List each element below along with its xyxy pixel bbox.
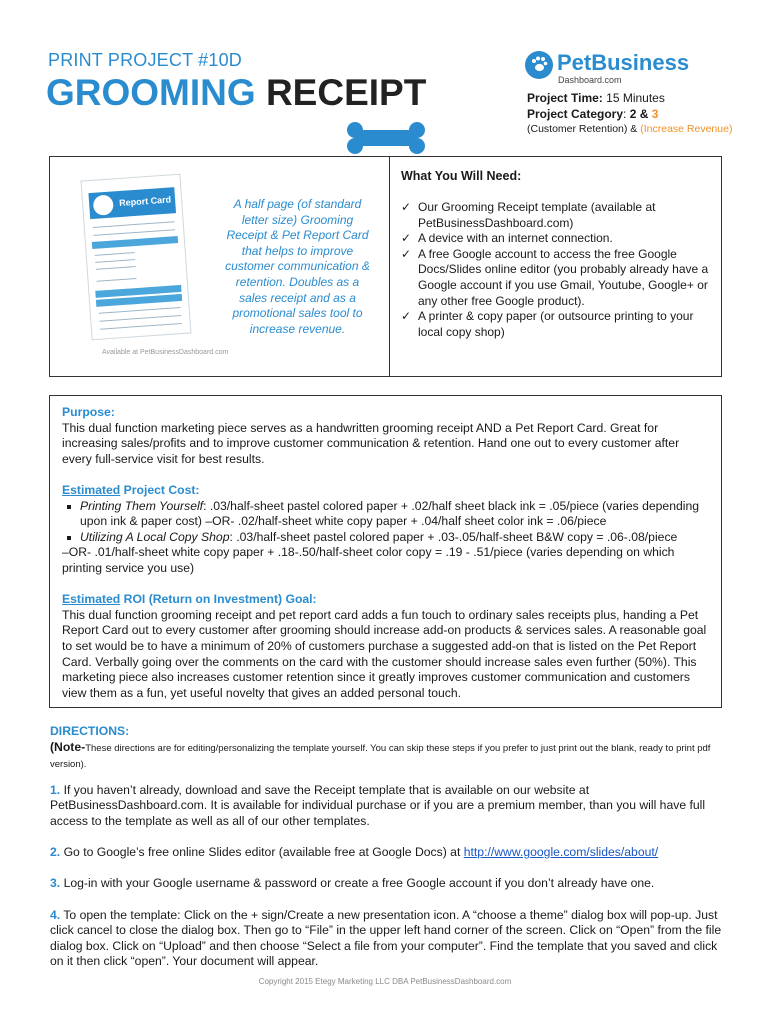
need-list — [399, 200, 717, 340]
thumbnail-caption: Available at PetBusinessDashboard.com — [102, 349, 229, 356]
need-item-text: A device with an internet connection. — [418, 231, 613, 246]
need-item — [399, 231, 717, 247]
logo-subtitle: Dashboard.com — [558, 75, 622, 85]
checkmark-icon: ✓ — [401, 309, 412, 324]
copyright-footer: Copyright 2015 Etegy Marketing LLC DBA PetBusinessDashboard.com — [258, 977, 512, 986]
details-box — [49, 395, 722, 708]
thumbnail-line — [97, 278, 137, 282]
thumbnail-line — [93, 221, 175, 228]
thumbnail-line — [96, 266, 136, 270]
checkmark-icon: ✓ — [401, 231, 412, 246]
cost-heading-estimated: Estimated — [62, 482, 121, 497]
page-title — [46, 74, 426, 111]
need-item — [399, 247, 717, 309]
cost-continuation: –OR- .01/half-sheet white copy paper + .18-.50/half-sheet color copy = .19 - .51/piece (varies depending on which printing service you use) — [62, 545, 675, 575]
paw-icon — [525, 51, 553, 79]
box-divider — [389, 157, 390, 376]
report-card-thumbnail — [81, 174, 192, 341]
category-sep: : — [623, 106, 627, 121]
thumbnail-line — [99, 307, 181, 314]
direction-step — [50, 876, 722, 892]
thumbnail-paw-icon — [93, 194, 114, 215]
thumbnail-title: Report Card — [118, 194, 172, 209]
thumbnail-band — [92, 236, 178, 249]
purpose-heading: Purpose: — [62, 405, 115, 419]
note-label: (Note- — [50, 739, 86, 754]
category-increase: (Increase Revenue) — [640, 123, 733, 135]
directions-note — [50, 740, 722, 773]
thumbnail-header — [88, 187, 176, 219]
bullet-square-icon — [67, 505, 71, 509]
direction-step — [50, 783, 722, 830]
roi-text: This dual function grooming receipt and pet report card adds a fun touch to ordinary sales receipts plus, handing a Pet Report Card out to every customer after grooming should increase add-on products & services sales. A reasonable goal to set would be to have a minimum of 20% of customers purchase a suggested add-on that is listed on the Pet Report Card. Verbally going over the comments on the card with the customer should increase sales even further (50%). This marketing piece also increases customer retention since it greatly improves customer communication and customers view them as a fun, yet useful novelty that gives an added personal touch. — [62, 607, 707, 700]
cost-bullet-text: : .03/half-sheet pastel colored paper + .02/half sheet black ink = .05/piece (varies depending upon ink & paper cost) –OR- .02/half-sheet white copy paper + .04/half sheet color ink = .06/piece — [80, 498, 700, 529]
need-item-text: A printer & copy paper (or outsource printing to your local copy shop) — [418, 309, 694, 339]
thumbnail-line — [93, 229, 175, 236]
category-amp: & — [639, 106, 649, 121]
cost-bullet — [62, 530, 710, 546]
cost-bullet-label: Utilizing A Local Copy Shop — [80, 529, 230, 544]
cost-heading-rest: Project Cost: — [123, 482, 200, 497]
direction-step — [50, 908, 722, 970]
need-item-text: A free Google account to access the free Google Docs/Slides online editor (you probably already have a Google account if you use Gmail, Youtube, Google+ or any other free Google product). — [418, 246, 709, 308]
category-label: Project Category — [527, 106, 624, 121]
petbusiness-logo — [525, 48, 720, 88]
roi-heading-estimated: Estimated — [62, 592, 121, 607]
category-retention: (Customer Retention) — [527, 123, 628, 135]
step-text: Log-in with your Google username & password or create a free Google account if you don’t already have one. — [63, 876, 655, 891]
logo-brand: PetBusiness — [557, 50, 690, 75]
note-text: These directions are for editing/personalizing the template yourself. You can skip these steps if you prefer to just print out the blank, ready to print pdf version). — [50, 742, 711, 771]
project-meta — [527, 91, 732, 138]
category-a: 2 — [629, 106, 637, 121]
step-number: 3. — [50, 876, 61, 891]
step-text: Go to Google’s free online Slides editor (available free at Google Docs) at — [63, 845, 461, 860]
directions-section — [50, 724, 722, 986]
step-text: If you haven’t already, download and save the Receipt template that is available on our website at PetBusinessDashboard.com. It is available for individual purchase or if you are a premium member, than you will have full access to the template as well as all of our other templates. — [50, 782, 706, 828]
checkmark-icon: ✓ — [401, 246, 412, 261]
time-value: 15 Minutes — [606, 91, 665, 105]
roi-heading-rest: ROI (Return on Investment) Goal: — [123, 592, 317, 607]
overview-box — [49, 156, 722, 377]
title-grooming: GROOMING — [46, 72, 256, 113]
cost-heading — [62, 483, 710, 499]
step-number: 4. — [50, 907, 61, 922]
category-amp-2: & — [630, 123, 638, 135]
title-receipt: RECEIPT — [265, 72, 427, 113]
step-text: To open the template: Click on the + sign/Create a new presentation icon. A “choose a theme” dialog box will pop-up. Just click cancel to close the dialog box. Then go to “File” in the upper left hand corner of the screen. Click on “Open” from the file dialog box. Click on “Upload” and then choose “Select a file from your computer”. Find the template that you saved and click on it then click “open”. Your document will appear. — [50, 907, 722, 969]
need-item-text: Our Grooming Receipt template (available at PetBusinessDashboard.com) — [418, 200, 656, 230]
roi-heading — [62, 592, 710, 608]
time-label: Project Time: — [527, 91, 603, 105]
step-number: 1. — [50, 782, 61, 797]
cost-bullet-label: Printing Them Yourself — [80, 498, 204, 513]
need-item — [399, 309, 717, 340]
category-b: 3 — [651, 106, 659, 121]
thumbnail-line — [100, 323, 182, 330]
purpose-text: This dual function marketing piece serves as a handwritten grooming receipt AND a Pet Report Card. Great for increasing sales/profits and to improve customer communication & retention. Hand one out to every customer after every full-service visit for best results. — [62, 420, 680, 466]
project-number: PRINT PROJECT #10D — [48, 50, 242, 70]
thumbnail-line — [95, 259, 135, 263]
thumbnail-line — [99, 315, 181, 322]
dog-bone-icon — [344, 121, 428, 155]
bullet-square-icon — [67, 536, 71, 540]
step-number: 2. — [50, 845, 61, 860]
need-item — [399, 200, 717, 231]
template-description: A half page (of standard letter size) Grooming Receipt & Pet Report Card that helps to improve customer communication & retention. Doubles as a sales receipt and as a promotional sales tool to increase revenue. — [225, 197, 370, 336]
directions-heading: DIRECTIONS: — [50, 724, 130, 738]
cost-bullet — [62, 499, 710, 530]
thumbnail-line — [95, 252, 135, 256]
checkmark-icon: ✓ — [401, 200, 412, 214]
cost-bullet-text: : .03/half-sheet pastel colored paper + .03-.05/half-sheet B&W copy = .06-.08/piece — [229, 529, 678, 544]
direction-step — [50, 845, 722, 861]
google-slides-link[interactable]: http://www.google.com/slides/about/ — [463, 845, 659, 860]
need-title: What You Will Need: — [401, 169, 522, 183]
